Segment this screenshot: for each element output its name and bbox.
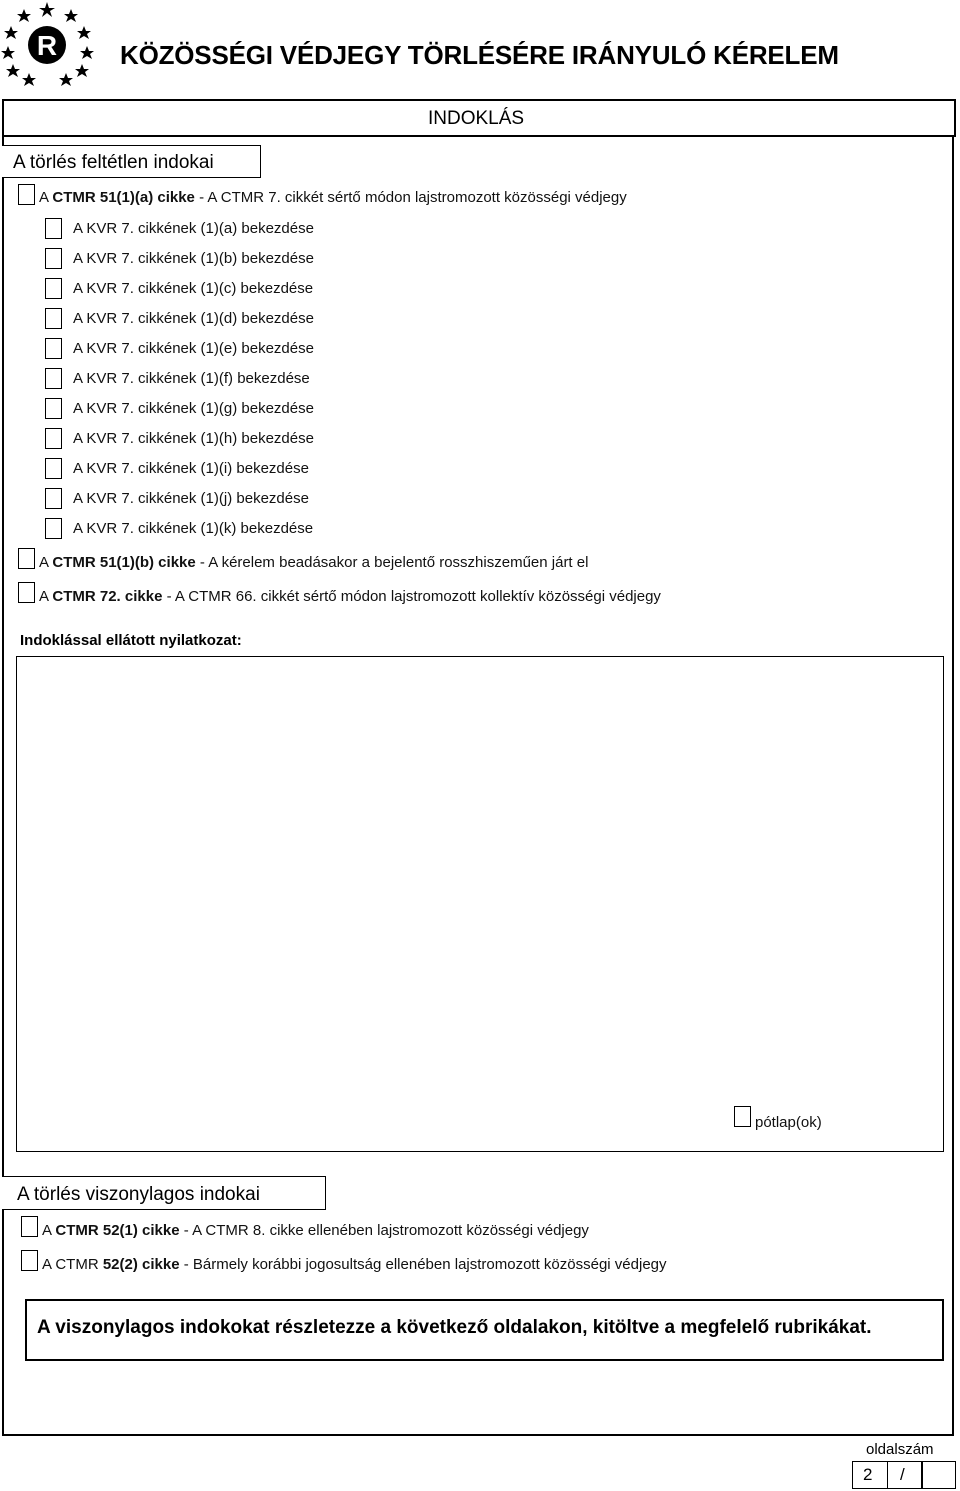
kvr-item-label: A KVR 7. cikkének (1)(h) bekezdése: [73, 430, 314, 447]
kvr-item-label: A KVR 7. cikkének (1)(b) bekezdése: [73, 250, 314, 267]
page-separator: /: [888, 1461, 922, 1489]
item-51-1-b-label: A CTMR 51(1)(b) cikke - A kérelem beadásakor a bejelentő rosszhiszeműen járt el: [39, 554, 589, 571]
office-logo-icon: [0, 0, 96, 88]
kvr-item-label: A KVR 7. cikkének (1)(j) bekezdése: [73, 490, 309, 507]
page-total-field[interactable]: [922, 1461, 956, 1489]
checkbox-kvr-7-1-d[interactable]: [45, 308, 62, 329]
relative-grounds-notice: [25, 1299, 944, 1361]
checkbox-kvr-7-1-g[interactable]: [45, 398, 62, 419]
section-header: [2, 99, 956, 137]
relative-grounds-heading: A törlés viszonylagos indokai: [2, 1176, 326, 1210]
page-number-field[interactable]: 2: [852, 1461, 888, 1489]
checkbox-kvr-7-1-b[interactable]: [45, 248, 62, 269]
svg-text:R: R: [36, 30, 58, 61]
checkbox-kvr-7-1-e[interactable]: [45, 338, 62, 359]
kvr-item-label: A KVR 7. cikkének (1)(d) bekezdése: [73, 310, 314, 327]
checkbox-kvr-7-1-a[interactable]: [45, 218, 62, 239]
checkbox-52-1[interactable]: [21, 1216, 38, 1237]
kvr-item-label: A KVR 7. cikkének (1)(f) bekezdése: [73, 370, 310, 387]
checkbox-kvr-7-1-j[interactable]: [45, 488, 62, 509]
item-52-1-label: A CTMR 52(1) cikke - A CTMR 8. cikke ellenében lajstromozott közösségi védjegy: [42, 1222, 589, 1239]
item-72-label: A CTMR 72. cikke - A CTMR 66. cikkét sértő módon lajstromozott kollektív közösségi védjegy: [39, 588, 661, 605]
kvr-item-label: A KVR 7. cikkének (1)(g) bekezdése: [73, 400, 314, 417]
absolute-grounds-heading: A törlés feltétlen indokai: [2, 145, 261, 178]
checkbox-52-2[interactable]: [21, 1250, 38, 1271]
checkbox-kvr-7-1-h[interactable]: [45, 428, 62, 449]
checkbox-72[interactable]: [18, 582, 35, 603]
checkbox-kvr-7-1-k[interactable]: [45, 518, 62, 539]
kvr-item-label: A KVR 7. cikkének (1)(e) bekezdése: [73, 340, 314, 357]
checkbox-supplement[interactable]: [734, 1106, 751, 1127]
checkbox-kvr-7-1-c[interactable]: [45, 278, 62, 299]
checkbox-kvr-7-1-f[interactable]: [45, 368, 62, 389]
kvr-item-label: A KVR 7. cikkének (1)(i) bekezdése: [73, 460, 309, 477]
supplement-label: pótlap(ok): [755, 1114, 822, 1131]
kvr-item-label: A KVR 7. cikkének (1)(k) bekezdése: [73, 520, 314, 537]
section-title: INDOKLÁS: [428, 108, 525, 129]
checkbox-51-1-a[interactable]: [18, 184, 35, 205]
notice-text: A viszonylagos indokokat részletezze a következő oldalakon, kitöltve a megfelelő rubrikákat.: [37, 1317, 872, 1338]
statement-label: Indoklással ellátott nyilatkozat:: [20, 632, 242, 649]
statement-textarea[interactable]: [16, 656, 944, 1152]
checkbox-kvr-7-1-i[interactable]: [45, 458, 62, 479]
item-51-1-a-label: A CTMR 51(1)(a) cikke - A CTMR 7. cikkét sértő módon lajstromozott közösségi védjegy: [39, 189, 627, 206]
page-title: KÖZÖSSÉGI VÉDJEGY TÖRLÉSÉRE IRÁNYULÓ KÉRELEM: [120, 40, 839, 70]
kvr-item-label: A KVR 7. cikkének (1)(c) bekezdése: [73, 280, 314, 297]
page-number-label: oldalszám: [866, 1441, 934, 1458]
checkbox-51-1-b[interactable]: [18, 548, 35, 569]
item-52-2-label: A CTMR 52(2) cikke - Bármely korábbi jogosultság ellenében lajstromozott közösségi védjegy: [42, 1256, 667, 1273]
kvr-item-label: A KVR 7. cikkének (1)(a) bekezdése: [73, 220, 314, 237]
